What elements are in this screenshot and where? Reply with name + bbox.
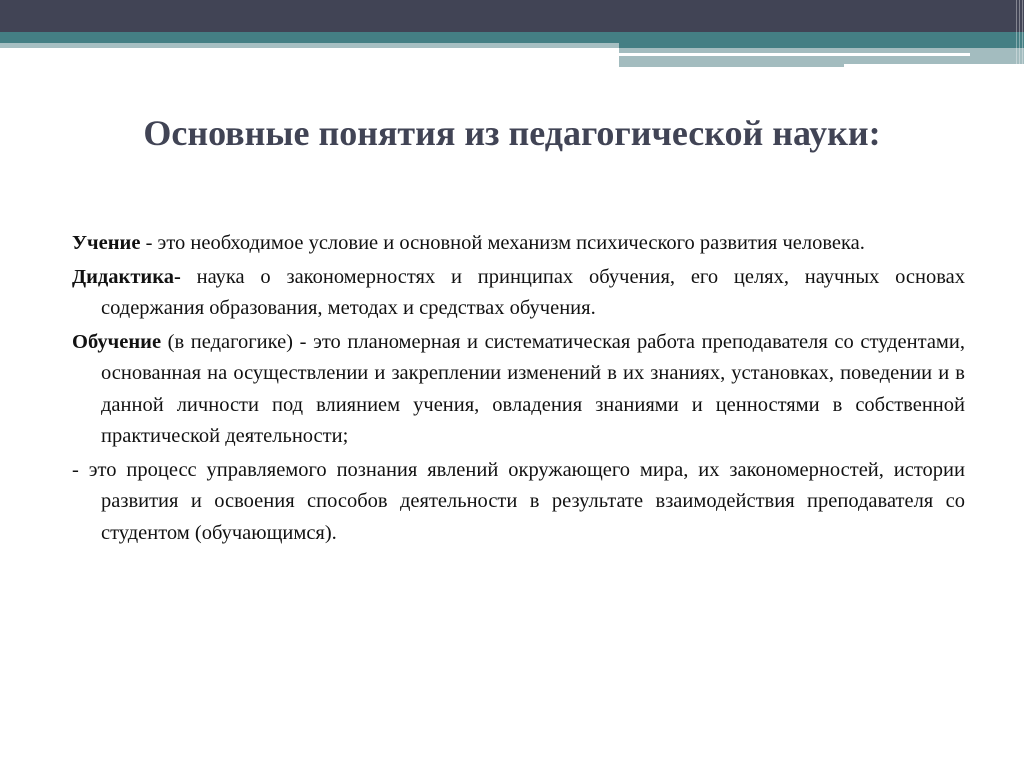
header-dark-bar: [0, 0, 1024, 32]
term: Учение: [72, 232, 141, 254]
header-white-line: [619, 53, 970, 56]
term: Обучение: [72, 330, 162, 353]
definition-uchenie: [72, 228, 965, 260]
definition-text: наука о закономерностях и принципах обучения, его целях, научных основах содержания образования, методах и средствах обучения.: [101, 265, 965, 319]
definition-didaktika: [72, 262, 965, 325]
header-white-cutout: [844, 64, 1024, 68]
slide-title: Основные понятия из педагогической науки:: [143, 113, 881, 153]
slide-body: [72, 228, 965, 551]
definition-text: (в педагогике) - это планомерная и систематическая работа преподавателя со студентами, основанная на осуществлении и закреплении изменений в их знаниях, установках, поведении и в данной личности под влиянием учения, овладения знаниями и ценностями в собственной практической деятельности;: [101, 330, 965, 447]
header-light-stripe-left: [0, 43, 619, 48]
term: Дидактика-: [72, 265, 181, 288]
definition-obuchenie: [72, 327, 965, 453]
header-vertical-stripes: [1016, 0, 1024, 67]
definition-text: - это процесс управляемого познания явлений окружающего мира, их закономерностей, истории развития и освоения способов деятельности в результате взаимодействия преподавателя со студентом (обучающимся).: [72, 458, 965, 544]
definition-text: - это необходимое условие и основной механизм психического развития человека.: [140, 232, 865, 254]
definition-obuchenie-alt: [72, 455, 965, 550]
